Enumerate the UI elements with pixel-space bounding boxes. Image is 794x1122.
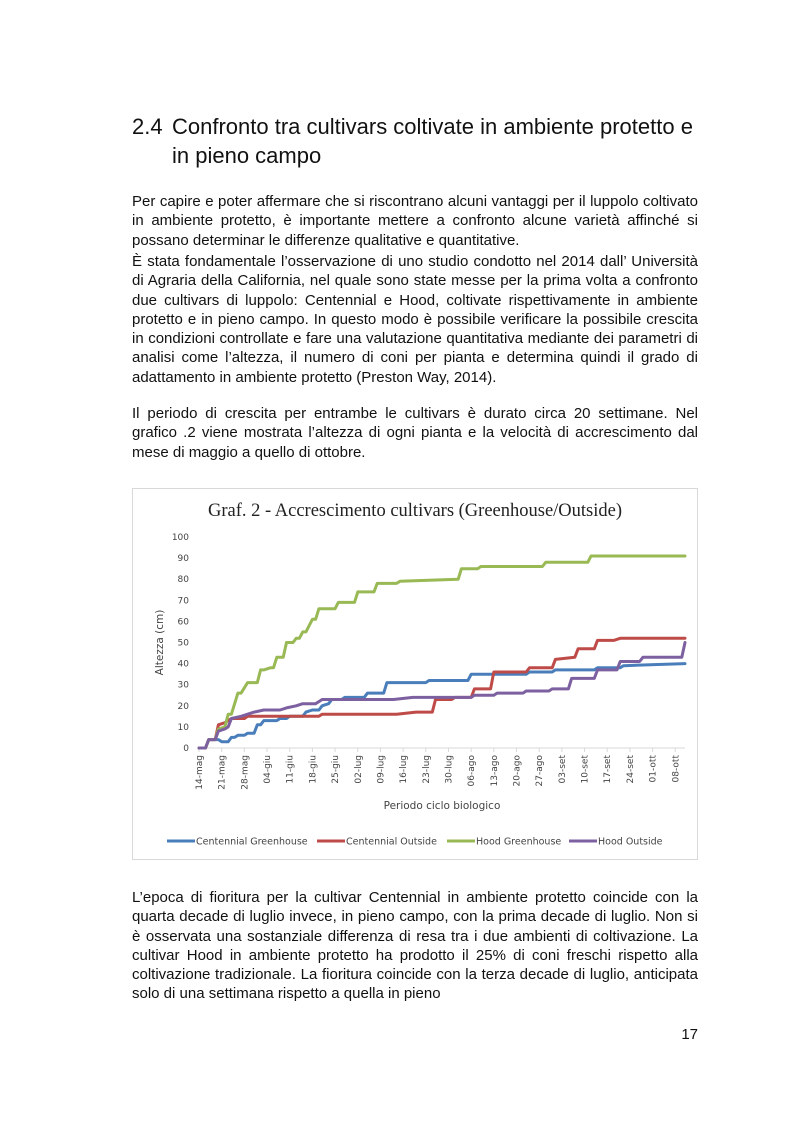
paragraph-intro: Per capire e poter affermare che si riscontrano alcuni vantaggi per il luppolo coltivato in ambiente protetto, è importante mettere a confronto alcune varietà affinché si possano determinar le differenze qualitative e quantitative.	[132, 193, 698, 249]
y-tick-label: 90	[177, 554, 189, 565]
x-tick-label: 13-ago	[489, 755, 500, 787]
x-tick-label: 09-lug	[376, 755, 387, 784]
y-tick-label: 10	[177, 722, 189, 733]
page-number: 17	[681, 1026, 698, 1043]
y-tick-label: 50	[177, 638, 189, 649]
section-title: Confronto tra cultivars coltivate in ambiente protetto e in pieno campo	[172, 114, 693, 168]
x-tick-label: 14-mag	[195, 755, 205, 790]
legend-label: Hood Outside	[598, 836, 663, 848]
x-axis-title: Periodo ciclo biologico	[383, 800, 501, 812]
growth-line-chart	[133, 489, 697, 859]
x-tick-label: 11-giu	[285, 755, 296, 784]
y-tick-label: 0	[183, 744, 189, 754]
chart-container	[132, 488, 698, 860]
x-tick-label: 28-mag	[240, 755, 251, 790]
paragraph-study: È stata fondamentale l’osservazione di uno studio condotto nel 2014 dall’ Università di Agraria della California, nel quale sono state messe per la prima volta a confronto due cultivars di luppolo: Centennial e Hood, coltivate rispettivamente in ambiente protetto e in pieno campo. In questo modo è possibile verificare la possibile crescita in condizioni controllate e fare una valutazione quantitativa mediante dei parametri di analisi come l’altezza, il numero di coni per pianta e determina quindi il grado di adattamento in ambiente protetto (Preston Way, 2014).	[132, 253, 698, 386]
legend-label: Hood Greenhouse	[476, 836, 562, 848]
x-tick-label: 08-ott	[671, 755, 682, 783]
y-tick-label: 40	[177, 659, 189, 670]
x-tick-label: 20-ago	[512, 755, 523, 787]
x-tick-label: 21-mag	[217, 755, 228, 790]
x-tick-label: 25-giu	[331, 755, 342, 784]
x-tick-label: 17-set	[603, 755, 614, 784]
chart-title: Graf. 2 - Accrescimento cultivars (Greenhouse/Outside)	[207, 501, 623, 521]
y-tick-label: 60	[177, 617, 189, 628]
series-line-centennial-greenhouse	[199, 664, 685, 748]
x-tick-label: 06-ago	[467, 755, 478, 787]
section-number: 2.4	[132, 114, 163, 139]
x-tick-label: 02-lug	[353, 755, 364, 784]
y-tick-label: 100	[171, 533, 189, 543]
x-tick-label: 27-ago	[535, 755, 546, 787]
x-tick-label: 24-set	[625, 755, 636, 784]
x-tick-label: 04-giu	[263, 755, 274, 784]
y-tick-label: 80	[177, 575, 189, 586]
y-axis-title: Altezza (cm)	[154, 609, 166, 676]
section-heading	[132, 112, 712, 170]
series-line-centennial-outside	[199, 638, 685, 748]
y-tick-label: 70	[177, 596, 189, 607]
paragraph-growth-period: Il periodo di crescita per entrambe le cultivars è durato circa 20 settimane. Nel grafico .2 viene mostrata l’altezza di ogni pianta e la velocità di accrescimento dal mese di maggio a quello di ottobre.	[132, 405, 698, 461]
x-tick-label: 30-lug	[444, 755, 455, 784]
x-tick-label: 01-ott	[648, 755, 659, 783]
x-tick-label: 10-set	[580, 755, 591, 784]
x-tick-label: 03-set	[557, 755, 568, 784]
legend-label: Centennial Outside	[346, 836, 437, 848]
paragraph-flowering: L’epoca di fioritura per la cultivar Centennial in ambiente protetto coincide con la quarta decade di luglio invece, in pieno campo, con la prima decade di luglio. Non si è osservata una sostanziale differenza di resa tra i due ambienti di coltivazione. La cultivar Hood in ambiente protetto ha prodotto il 25% di coni freschi rispetto alla coltivazione tradizionale. La fioritura coincide con la terza decade di luglio, anticipata solo di una settimana rispetto a quella in pieno	[132, 889, 698, 1003]
y-tick-label: 20	[177, 701, 189, 712]
legend-label: Centennial Greenhouse	[196, 836, 308, 848]
x-tick-label: 18-giu	[308, 755, 319, 784]
x-tick-label: 16-lug	[399, 755, 410, 784]
y-tick-label: 30	[177, 680, 189, 691]
x-tick-label: 23-lug	[421, 755, 432, 784]
series-line-hood-outside	[199, 643, 685, 749]
